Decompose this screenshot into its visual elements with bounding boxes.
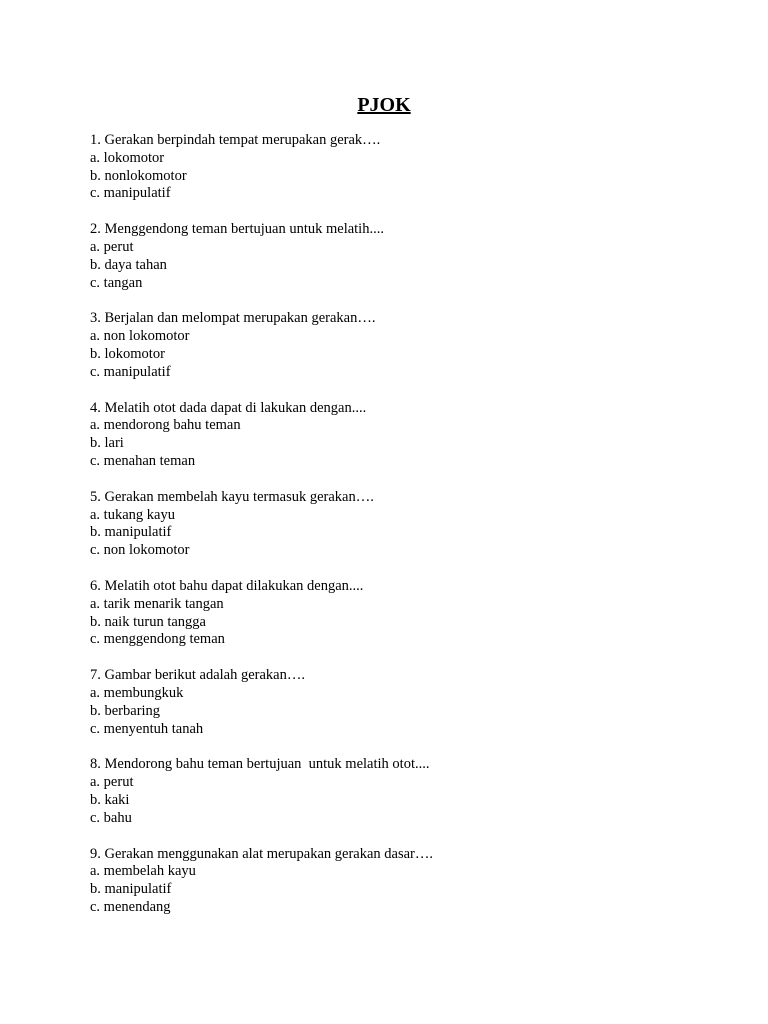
question-8-option-b: b. kaki <box>90 791 130 808</box>
question-6-option-c: c. menggendong teman <box>90 631 225 648</box>
question-3-option-c: c. manipulatif <box>90 363 171 380</box>
question-4-option-b: b. lari <box>90 435 124 452</box>
question-2 <box>90 221 730 292</box>
question-6-option-b: b. naik turun tangga <box>90 613 206 630</box>
question-7-option-a: a. membungkuk <box>90 684 184 701</box>
document-title: PJOK <box>357 94 411 116</box>
question-6-stem: 6. Melatih otot bahu dapat dilakukan dengan.... <box>90 577 364 594</box>
question-9 <box>90 846 730 917</box>
question-4 <box>90 400 730 471</box>
question-3-option-b: b. lokomotor <box>90 345 165 362</box>
question-9-option-b: b. manipulatif <box>90 881 172 898</box>
question-3 <box>90 310 730 381</box>
question-5-option-b: b. manipulatif <box>90 524 172 541</box>
question-3-stem: 3. Berjalan dan melompat merupakan gerakan…. <box>90 310 376 327</box>
question-6 <box>90 578 730 649</box>
question-1 <box>90 132 730 203</box>
question-3-option-a: a. non lokomotor <box>90 328 190 345</box>
question-list <box>90 132 730 935</box>
question-1-stem: 1. Gerakan berpindah tempat merupakan gerak…. <box>90 132 381 148</box>
question-9-option-a: a. membelah kayu <box>90 863 196 880</box>
question-1-option-a: a. lokomotor <box>90 149 165 166</box>
question-4-option-c: c. menahan teman <box>90 452 196 469</box>
question-2-option-b: b. daya tahan <box>90 256 167 273</box>
question-1-option-b: b. nonlokomotor <box>90 167 187 184</box>
question-5-stem: 5. Gerakan membelah kayu termasuk gerakan…. <box>90 488 374 505</box>
question-9-stem: 9. Gerakan menggunakan alat merupakan gerakan dasar…. <box>90 845 434 862</box>
question-4-stem: 4. Melatih otot dada dapat di lakukan dengan.... <box>90 399 367 416</box>
question-7-option-c: c. menyentuh tanah <box>90 720 204 737</box>
question-5 <box>90 489 730 560</box>
question-8-stem: 8. Mendorong bahu teman bertujuan untuk melatih otot.... <box>90 756 430 773</box>
question-4-option-a: a. mendorong bahu teman <box>90 417 241 434</box>
question-6-option-a: a. tarik menarik tangan <box>90 595 224 612</box>
question-7-option-b: b. berbaring <box>90 702 161 719</box>
question-5-option-a: a. tukang kayu <box>90 506 175 523</box>
question-2-option-a: a. perut <box>90 238 134 255</box>
question-8-option-c: c. bahu <box>90 809 132 826</box>
question-5-option-c: c. non lokomotor <box>90 542 190 559</box>
question-7 <box>90 667 730 738</box>
question-1-option-c: c. manipulatif <box>90 185 171 202</box>
question-8-option-a: a. perut <box>90 774 134 791</box>
question-9-option-c: c. menendang <box>90 898 171 915</box>
question-8 <box>90 756 730 827</box>
question-7-stem: 7. Gambar berikut adalah gerakan…. <box>90 667 305 684</box>
question-2-option-c: c. tangan <box>90 274 143 291</box>
question-2-stem: 2. Menggendong teman bertujuan untuk melatih.... <box>90 221 384 238</box>
